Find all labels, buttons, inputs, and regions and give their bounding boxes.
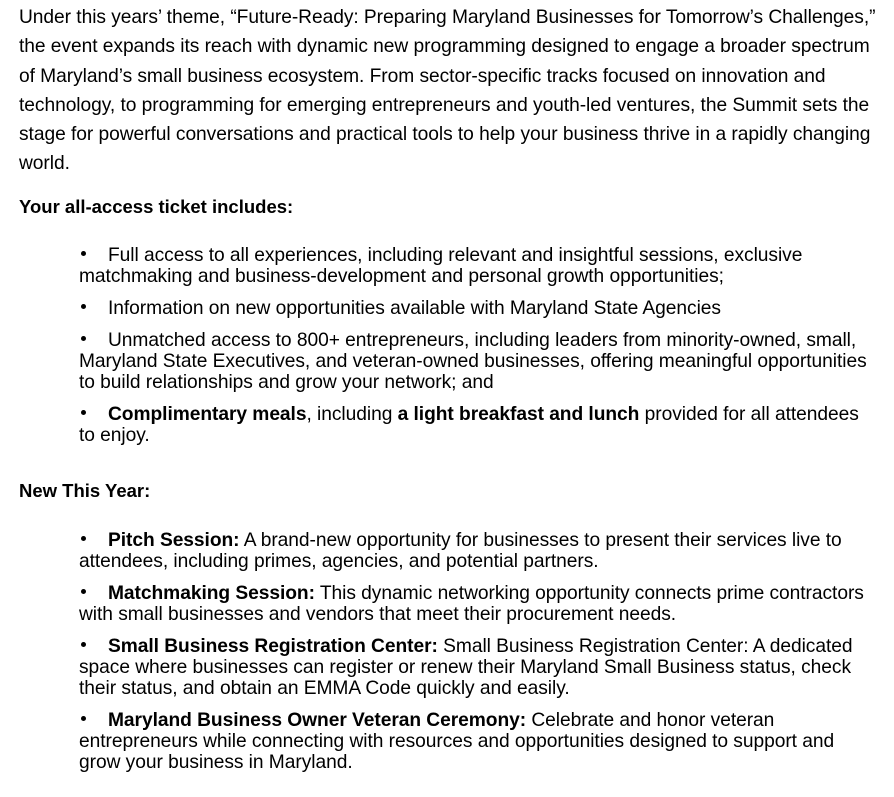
bullet-icon xyxy=(79,530,108,551)
list-item-text: Celebrate and honor veteran entrepreneurs while connecting with resources and opportunities designed to support and grow your business in Maryland. xyxy=(79,710,835,773)
list-item-text: provided for all attendees to enjoy. xyxy=(79,404,859,446)
new-this-year-heading: New This Year: xyxy=(19,480,151,501)
bullet-icon xyxy=(79,330,108,351)
list-item xyxy=(79,298,879,319)
list-item-text: This dynamic networking opportunity connects prime contractors with small businesses and vendors that meet their procurement needs. xyxy=(79,583,864,625)
list-item-bold: a light breakfast and lunch xyxy=(397,404,640,425)
list-item-text: Information on new opportunities available with Maryland State Agencies xyxy=(108,298,721,319)
bullet-icon xyxy=(79,298,108,319)
list-item xyxy=(79,530,879,572)
bullet-icon xyxy=(79,583,108,604)
list-item-text: , including xyxy=(306,404,398,425)
list-item-text: A brand-new opportunity for businesses to present their services live to attendees, including primes, agencies, and potential partners. xyxy=(79,530,842,572)
bullet-icon xyxy=(79,710,108,731)
list-item-title: Small Business Registration Center: xyxy=(108,636,438,657)
list-item xyxy=(79,636,879,699)
list-item-text: Small Business Registration Center: A dedicated space where businesses can register or renew their Maryland Small Business status, check their status, and obtain an EMMA Code quickly and easily. xyxy=(79,636,853,699)
ticket-includes-list xyxy=(79,245,879,446)
bullet-icon xyxy=(79,404,108,425)
list-item-title: Maryland Business Owner Veteran Ceremony: xyxy=(108,710,527,731)
list-item xyxy=(79,245,879,287)
new-this-year-list xyxy=(79,530,879,773)
intro-paragraph: Under this years’ theme, “Future-Ready: Preparing Maryland Businesses for Tomorrow’s Challenges,” the event expands its reach with dynamic new programming designed to engage a broader spectrum of Maryland’s small business ecosystem. From sector-specific tracks focused on innovation and technology, to programming for emerging entrepreneurs and youth-led ventures, the Summit sets the stage for powerful conversations and practical tools to help your business thrive in a rapidly changing world. xyxy=(19,7,876,175)
bullet-icon xyxy=(79,636,108,657)
list-item xyxy=(79,583,879,625)
list-item-text: Full access to all experiences, including relevant and insightful sessions, exclusive matchmaking and business-development and personal growth opportunities; xyxy=(79,245,803,287)
list-item-text: Unmatched access to 800+ entrepreneurs, including leaders from minority-owned, small, Maryland State Executives, and veteran-owned businesses, offering meaningful opportunities to build relationships and grow your network; and xyxy=(79,330,867,393)
list-item xyxy=(79,710,879,773)
ticket-includes-heading: Your all-access ticket includes: xyxy=(19,196,294,217)
list-item-bold: Complimentary meals xyxy=(108,404,307,425)
list-item-title: Pitch Session: xyxy=(108,530,240,551)
list-item xyxy=(79,330,879,393)
list-item-title: Matchmaking Session: xyxy=(108,583,315,604)
bullet-icon xyxy=(79,245,108,266)
list-item xyxy=(79,404,879,446)
